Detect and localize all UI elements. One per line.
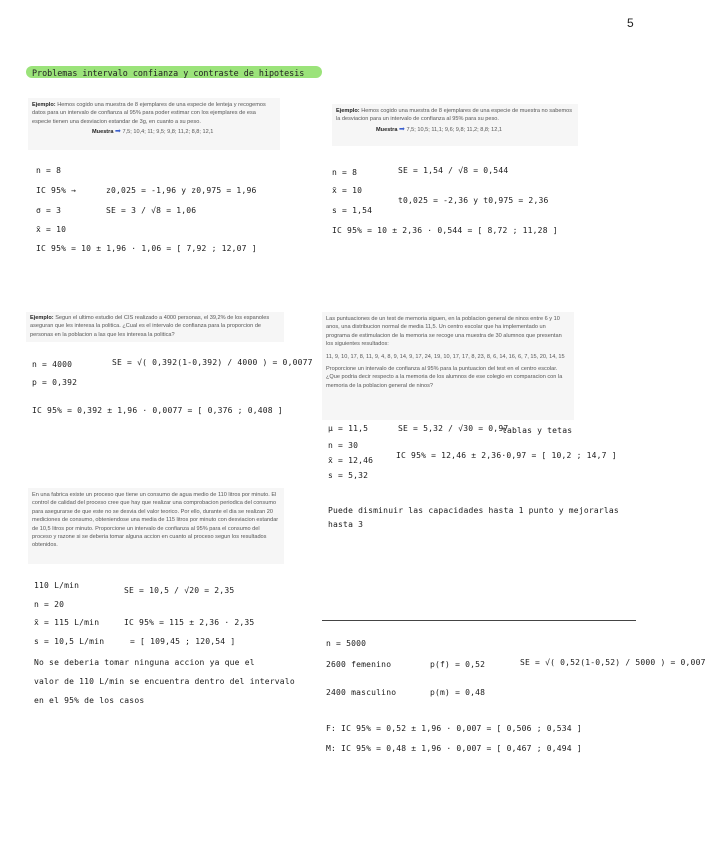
p1-n: n = 8: [36, 166, 62, 175]
problem-4-text: Las puntuaciones de un test de memoria siguen, en la poblacion general de ninos entre 6 y 10 anos, una distribucion normal de media 11,5. Un centro escolar que ha implementado un programa de estimulacion de la memoria se recoge una muestra de 30 alumnos que presentan los siguientes resultados:: [326, 316, 562, 348]
p5-mu: 110 L/min: [34, 581, 80, 590]
p1-ic-label: IC 95% →: [36, 186, 77, 195]
problem-1-sample-values: 7,5; 10,4; 11; 9,5; 9,8; 11,2; 8,8; 12,1: [122, 129, 214, 136]
p5-ic: IC 95% = 115 ± 2,36 · 2,35: [124, 618, 255, 627]
page-number: 5: [627, 16, 634, 30]
p5-se: SE = 10,5 / √20 = 2,35: [124, 586, 235, 595]
p1-sigma: σ = 3: [36, 206, 62, 215]
p6-se: SE = √( 0,52(1-0,52) / 5000 ) = 0,007: [520, 658, 706, 667]
problem-1-bold-label: Ejemplo:: [32, 102, 56, 108]
problem-1-text: Hemos cogido una muestra de 8 ejemplares de una especie de lenteja y recogemos datos para un intervalo de confianza al 95% para poder estimar con los ejemplares de esa especie tienen una desviacion estandar de 3g, en cuanto a su peso.: [32, 102, 266, 125]
p4-ic-result: IC 95% = 12,46 ± 2,36·0,97 = [ 10,2 ; 14,7 ]: [396, 451, 617, 460]
p6-pm: p(m) = 0,48: [430, 688, 486, 697]
p5-mean: x̄ = 115 L/min: [34, 618, 100, 627]
problem-5-text: En una fabrica existe un proceso que tiene un consumo de agua medio de 110 litros por minuto. El control de calidad del proceso cree que hay que realizar una comprobacion periodica del consumo para asegurarse de que este no se desvia del valor teorico. Por ello, durante el dia se realizan 20 mediciones de consumo, obteniendose una media de 115 litros por minuto con desviacion estandar de 10,5 litros por minuto. Proporcione un intervalo de confianza al 95% para el consumo del proceso y razone si se deberia tomar alguna accion en cuanto al proceso segun los resultados obtenidos.: [32, 492, 279, 549]
p6-female-count: 2600 femenino: [326, 660, 392, 669]
problem-2-statement: [332, 104, 578, 146]
p4-s: s = 5,32: [328, 471, 369, 480]
problem-4-statement: [322, 312, 574, 420]
p5-conclusion-3: en el 95% de los casos: [34, 696, 145, 705]
p6-ic-male: M: IC 95% = 0,48 ± 1,96 · 0,007 = [ 0,467 ; 0,494 ]: [326, 744, 582, 753]
problem-2-text: Hemos cogido una muestra de 8 ejemplares de una especie de muestra no sabemos la desviacion para un intervalo de confianza al 95% para su peso.: [336, 108, 573, 123]
p6-n: n = 5000: [326, 639, 367, 648]
p4-mean: x̄ = 12,46: [328, 456, 374, 465]
p5-conclusion-1: No se deberia tomar ninguna accion ya que el: [34, 658, 255, 667]
p1-mean: x̄ = 10: [36, 225, 67, 234]
p2-se: SE = 1,54 / √8 = 0,544: [398, 166, 509, 175]
p2-mean: x̄ = 10: [332, 186, 363, 195]
p2-n: n = 8: [332, 168, 358, 177]
p3-ic-result: IC 95% = 0,392 ± 1,96 · 0,0077 = [ 0,376 ; 0,408 ]: [32, 406, 283, 415]
p5-ic-result: = [ 109,45 ; 120,54 ]: [130, 637, 236, 646]
problem-3-bold-label: Ejemplo:: [30, 315, 54, 321]
p3-p: p = 0,392: [32, 378, 78, 387]
p6-male-count: 2400 masculino: [326, 688, 397, 697]
p2-t-values: t0,025 = -2,36 y t0,975 = 2,36: [398, 196, 549, 205]
problem-1-statement: [28, 98, 280, 150]
p4-se: SE = 5,32 / √30 = 0,97: [398, 424, 509, 433]
problem-2-sample-label: Muestra: [376, 126, 398, 133]
p4-conclusion: Puede disminuir las capacidades hasta 1 punto y mejorarlas hasta 3: [328, 506, 619, 529]
p5-s: s = 10,5 L/min: [34, 637, 105, 646]
p1-ic-result: IC 95% = 10 ± 1,96 · 1,06 = [ 7,92 ; 12,07 ]: [36, 244, 257, 253]
p3-se: SE = √( 0,392(1-0,392) / 4000 ) = 0,0077: [112, 358, 313, 367]
p5-n: n = 20: [34, 600, 65, 609]
p4-mu: μ = 11,5: [328, 424, 369, 433]
problem-4-data: 11, 9, 10, 17, 8, 11, 9, 4, 8, 9, 14, 9, 17, 24, 19, 10, 17, 17, 8, 23, 8, 6, 14, 16, 6, 7, 15, 20, 14, 15: [326, 353, 565, 360]
p2-ic-result: IC 95% = 10 ± 2,36 · 0,544 = [ 8,72 ; 11,28 ]: [332, 226, 558, 235]
p5-conclusion-2: valor de 110 L/min se encuentra dentro del intervalo: [34, 677, 295, 686]
problem-5-statement: [28, 488, 284, 564]
p1-se: SE = 3 / √8 = 1,06: [106, 206, 197, 215]
p6-ic-female: F: IC 95% = 0,52 ± 1,96 · 0,007 = [ 0,506 ; 0,534 ]: [326, 724, 582, 733]
p4-n: n = 30: [328, 441, 359, 450]
p1-z-values: z0,025 = -1,96 y z0,975 = 1,96: [106, 186, 257, 195]
problem-3-text: Segun el ultimo estudio del CIS realizado a 4000 personas, el 39,2% de los espanoles aseguran que les interesa la politica. ¿Cual es el intervalo de confianza para la proporcion de personas en la poblacion a las que les interesa la politica?: [30, 315, 270, 338]
problem-2-sample-values: 7,5; 10,5; 11,1; 9,6; 9,8; 11,2; 8,8; 12,1: [406, 126, 503, 133]
arrow-right-icon: ➡: [399, 125, 405, 133]
problem-1-sample-label: Muestra: [92, 129, 114, 136]
page-title: Problemas intervalo confianza y contraste de hipotesis: [32, 68, 305, 78]
section-divider: [322, 620, 636, 621]
problem-2-bold-label: Ejemplo:: [336, 108, 360, 114]
arrow-right-icon: ➡: [115, 128, 121, 136]
p6-pf: p(f) = 0,52: [430, 660, 486, 669]
p2-s: s = 1,54: [332, 206, 373, 215]
problem-3-statement: [26, 312, 284, 342]
problem-4-question: Proporcione un intervalo de confianza al 95% para la puntuacion del test en el centro escolar. ¿Que podria decir respecto a la memoria de los alumnos de ese colegio en comparacion con la memoria de la poblacion general de ninos?: [326, 366, 563, 389]
p4-note: tablas y tetas: [502, 426, 573, 435]
p3-n: n = 4000: [32, 360, 73, 369]
